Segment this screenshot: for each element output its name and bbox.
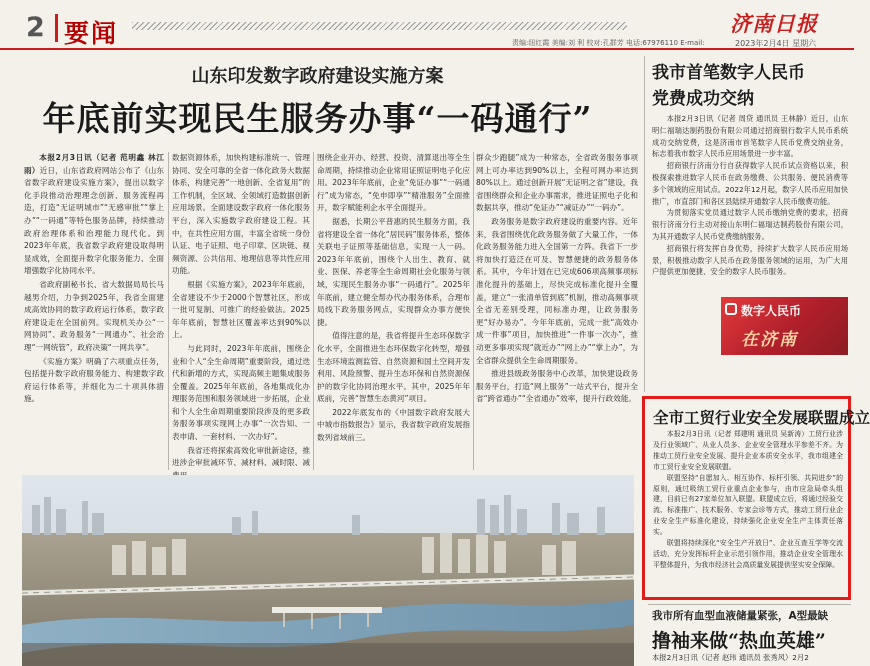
feature-headline: 全市工贸行业安全发展联盟成立 [653, 409, 870, 427]
paragraph: 数据资源体系，加快构建标准统一、管理协同、安全可靠的全省一体化政务大数据体系，构建完善“一地创新、全省复用”的工作机制，全区域、全领域打造数据创新应用场景。全面建设数字政府一体化服务平台，深入实施数字政府建设工程。其中，在共性应用方面，丰富全省统一身份认证、电子证照、电子印章、区块链、视频资源、公共信用、地理信息等共性应用功能。 [172, 153, 310, 276]
blood-drive-headline: 撸袖来做“热血英雄” [652, 630, 826, 652]
paragraph: 据悉，长期公平普惠的民生服务方面，我省将建设全省一体化“居民码”服务体系，整体关联电子证照等基础信息，实现一人一码。2023年年底前，围绕个人出生、教育、就业、医保、养老等全生命周期社会化服务与领域，实现民生服务办事“一码通行”。2025年年底前，建立健全帮办代办服务体系，合理布局线下政务服务网点，实现群众办事方便快捷。 [317, 216, 470, 327]
paragraph: 2022年底发布的《中国数字政府发展大中城市指数报告》显示，我省数字政府发展指数列省域前三。 [317, 407, 470, 443]
digital-rmb-promo-graphic [721, 297, 848, 355]
paragraph: 推进县级政务服务中心改革，加快建设政务服务平台，打造“网上服务”一站式平台，提升全省“跨省通办”“全省通办”效率，提升行政效能。 [476, 369, 638, 404]
lead-byline: 本报2月3日讯（记者 范明鑫 林江 雨） [24, 153, 164, 175]
promo-line: 数字人民币 [741, 304, 802, 318]
safety-alliance-feature [642, 396, 870, 600]
column-rule [168, 152, 169, 470]
paragraph: 我省还将探索高效化审批新途径，推进涉企审批减环节、减材料、减时限、减 [172, 445, 310, 468]
paragraph: 值得注意的是，我省将提升生态环保数字化水平，全面推进生态环保数字化转型，增强生态环境监测监管、自然资源和国土空间开发利用、风险预警、提升生态环保和自然资源保护的数字化协同治理水平。其中，2025年年底前，完善“智慧生态黄河”项目。 [317, 331, 470, 404]
column-rule [644, 56, 645, 392]
section-divider [55, 14, 58, 42]
promo-line: 在济南 [741, 330, 798, 350]
paragraph: 招商银行济南分行自获得数字人民币试点资格以来，积极探索推进数字人民币在政务缴费、公共服务、便民消费等多个领域的应用试点。2022年12月起，数字人民币应用加快推广，市直部门和各区县陆续开通数字人民币缴费功能。 [652, 161, 848, 206]
section-title: 要闻 [64, 19, 119, 48]
paragraph: 本报2月3日讯（记者 周贷 通讯员 王林静）近日，山东明仁福瑞达制药股份有限公司通过招商银行数字人民币系统成功交纳党费，这是济南市首笔数字人民币党费交纳业务，标志着我市数字人民币应用场景进一步丰富。 [652, 114, 848, 159]
section-rule [648, 604, 851, 605]
digital-rmb-headline [652, 62, 848, 110]
page-masthead [0, 0, 854, 50]
issue-date: 2023年2月4日 星期六 [735, 39, 817, 48]
paragraph: 本报2月3日讯（记者 郑建明 通讯员 吴新涛）工贸行业涉及行业领域广、从业人员多、企业安全管理水平参差不齐。为推动工贸行业安全发展、提升企业本质安全水平，我市组建全市工贸行业安全发展联盟。 [653, 430, 843, 471]
page-number: 2 [26, 12, 45, 43]
editor-line: 责编:纽红霞 美编:刘 利 校对:孔群芳 电话:67976110 E-mail: [512, 39, 705, 47]
paragraph: 政务服务是数字政府建设的重要内容。近年来，我省围绕优化政务服务做了大量工作，一体化政务服务能力进入全国第一方阵。我省下一步将加快打造泛在可及、智慧便捷的政务服务体系。其中，今年计划在已完成606项高频事项标准化提升的基础上，尽快完成标准化提升全覆盖，建立“一张清单管到底”机制，推动高频事项全省无差别受理，同标准办理，让政务服务更“好办易办”。今年年底前，完成一批“高效办成一件事”项目，加快推进“一件事一次办”，推动更多事项实现“就近办”“网上办”“掌上办”，为全省群众提供全生命周期服务。 [476, 216, 638, 365]
blood-drive-kicker: 我市所有血型血液储量紧张，A型最缺 [652, 610, 829, 622]
newspaper-logo: 济南日报 [730, 11, 818, 36]
paragraph: 《实施方案》明确了六项重点任务，包括提升数字政府服务能力、构建数字政府运行体系等，并细化为二十项具体措施。 [24, 356, 164, 404]
paragraph: 近日，山东省政府网站公布了《山东省数字政府建设实施方案》，提出以数字化手段推动治理理念创新、服务流程再造，打造“无证明城市”“无感审批”“掌上办”“一码通”等特色服务品牌，持续推动政府治理体系和治理能力现代化。到2023年年底，我省数字政府建设取得明显成效，全面提升数字化服务能力、全面增强数字化协同水平。 [24, 165, 164, 276]
feature-body [653, 429, 843, 597]
lead-column-2 [172, 152, 310, 470]
paragraph: 省政府副秘书长、省大数据局局长马越男介绍，力争到2025年，我省全面建成高效协同的数字政府运行体系，数字政府建设走在全国前列。实现机关办公“一网协同”、政务服务“一网通办”、社会治理“一网统管”，政府决策“一网共享”。 [24, 279, 164, 352]
blood-drive-byline: 本报2月3日讯（记者 赵玮 通讯员 张秀风）2月2 [652, 653, 809, 662]
lead-column-3 [317, 152, 470, 470]
paragraph: 联盟坚持“自愿加入、相互协作、标杆引领、共同进步”的原则，通过吸纳工贸行业重点企业参与，由市应急局牵头组建，目前已有27家单位加入联盟。联盟成立后，将通过经验交流、标准推广、技术服务、专家会诊等方式，推动工贸行业企业安全生产标准化建设，持续强化企业安全生产主体责任落实。 [653, 473, 843, 537]
paragraph: 根据《实施方案》，2023年年底前，全省建设不少于2000个智慧社区，形成一批可复制、可推广的经验做法。2025年年底前，智慧社区覆盖率达到90%以上。 [172, 279, 310, 340]
paragraph: 围绕企业开办、经营、投资、清算退出等全生命周期，持续推动企业常用证照证明电子化应用。2023年年底前，企业“免证办事”“一码通行”成为常态，“免申即享”“精准服务”全面推开，数字赋能利企水平全面提升。 [317, 153, 470, 213]
paragraph: 为贯彻落实党员通过数字人民币缴纳党费的要求，招商银行济南分行主动对接山东明仁福瑞达制药股份有限公司，为其开通数字人民币党费缴纳服务。 [652, 208, 848, 241]
decorative-band [132, 22, 627, 30]
headline-line: 党费成功交纳 [652, 89, 754, 109]
lead-headline: 年底前实现民生服务办事“一码通行” [42, 99, 593, 138]
coin-icon [725, 303, 737, 315]
paragraph: 群众少跑腿”成为一种常态，全省政务服务事项网上可办率达到90%以上，全程可网办率达到80%以上。通过创新开展“无证明之省”建设，我省围绕群众和企业办事需求，推进证照电子化和数据共享，推动“免证办”“减证办”“一码办”。 [476, 153, 638, 213]
paragraph: 联盟将持续深化“安全生产开放日”、企业互查互学等交流活动，充分发挥标杆企业示范引领作用，推动企业安全管理水平整体提升，为我市经济社会高质量发展提供坚实安全保障。 [653, 539, 843, 569]
column-rule [313, 152, 314, 470]
lead-column-1 [24, 152, 164, 470]
column-rule [473, 152, 474, 470]
paragraph: 与此同时，2023年年底前，围绕企业和个人“全生命周期”重要阶段，通过迭代和新增的方式，实现高频主题集成服务全覆盖。2025年年底前，各地集成化办理服务范围和服务领域进一步拓展，企业和个人全生命周期重要阶段涉及的更多政务服务事项实现网上办事“一次告知、一表申请、一套材料、一次办好”。 [172, 343, 310, 442]
aerial-city-photo [22, 475, 634, 666]
lead-column-4 [476, 152, 638, 470]
paragraph: 招商银行将发挥自身优势，持续扩大数字人民币应用场景，积极推动数字人民币在政务服务领域的运用，为广大用户提供更加便捷、安全的数字人民币服务。 [652, 243, 848, 277]
headline-line: 我市首笔数字人民币 [652, 63, 805, 83]
lead-kicker: 山东印发数字政府建设实施方案 [191, 66, 444, 87]
